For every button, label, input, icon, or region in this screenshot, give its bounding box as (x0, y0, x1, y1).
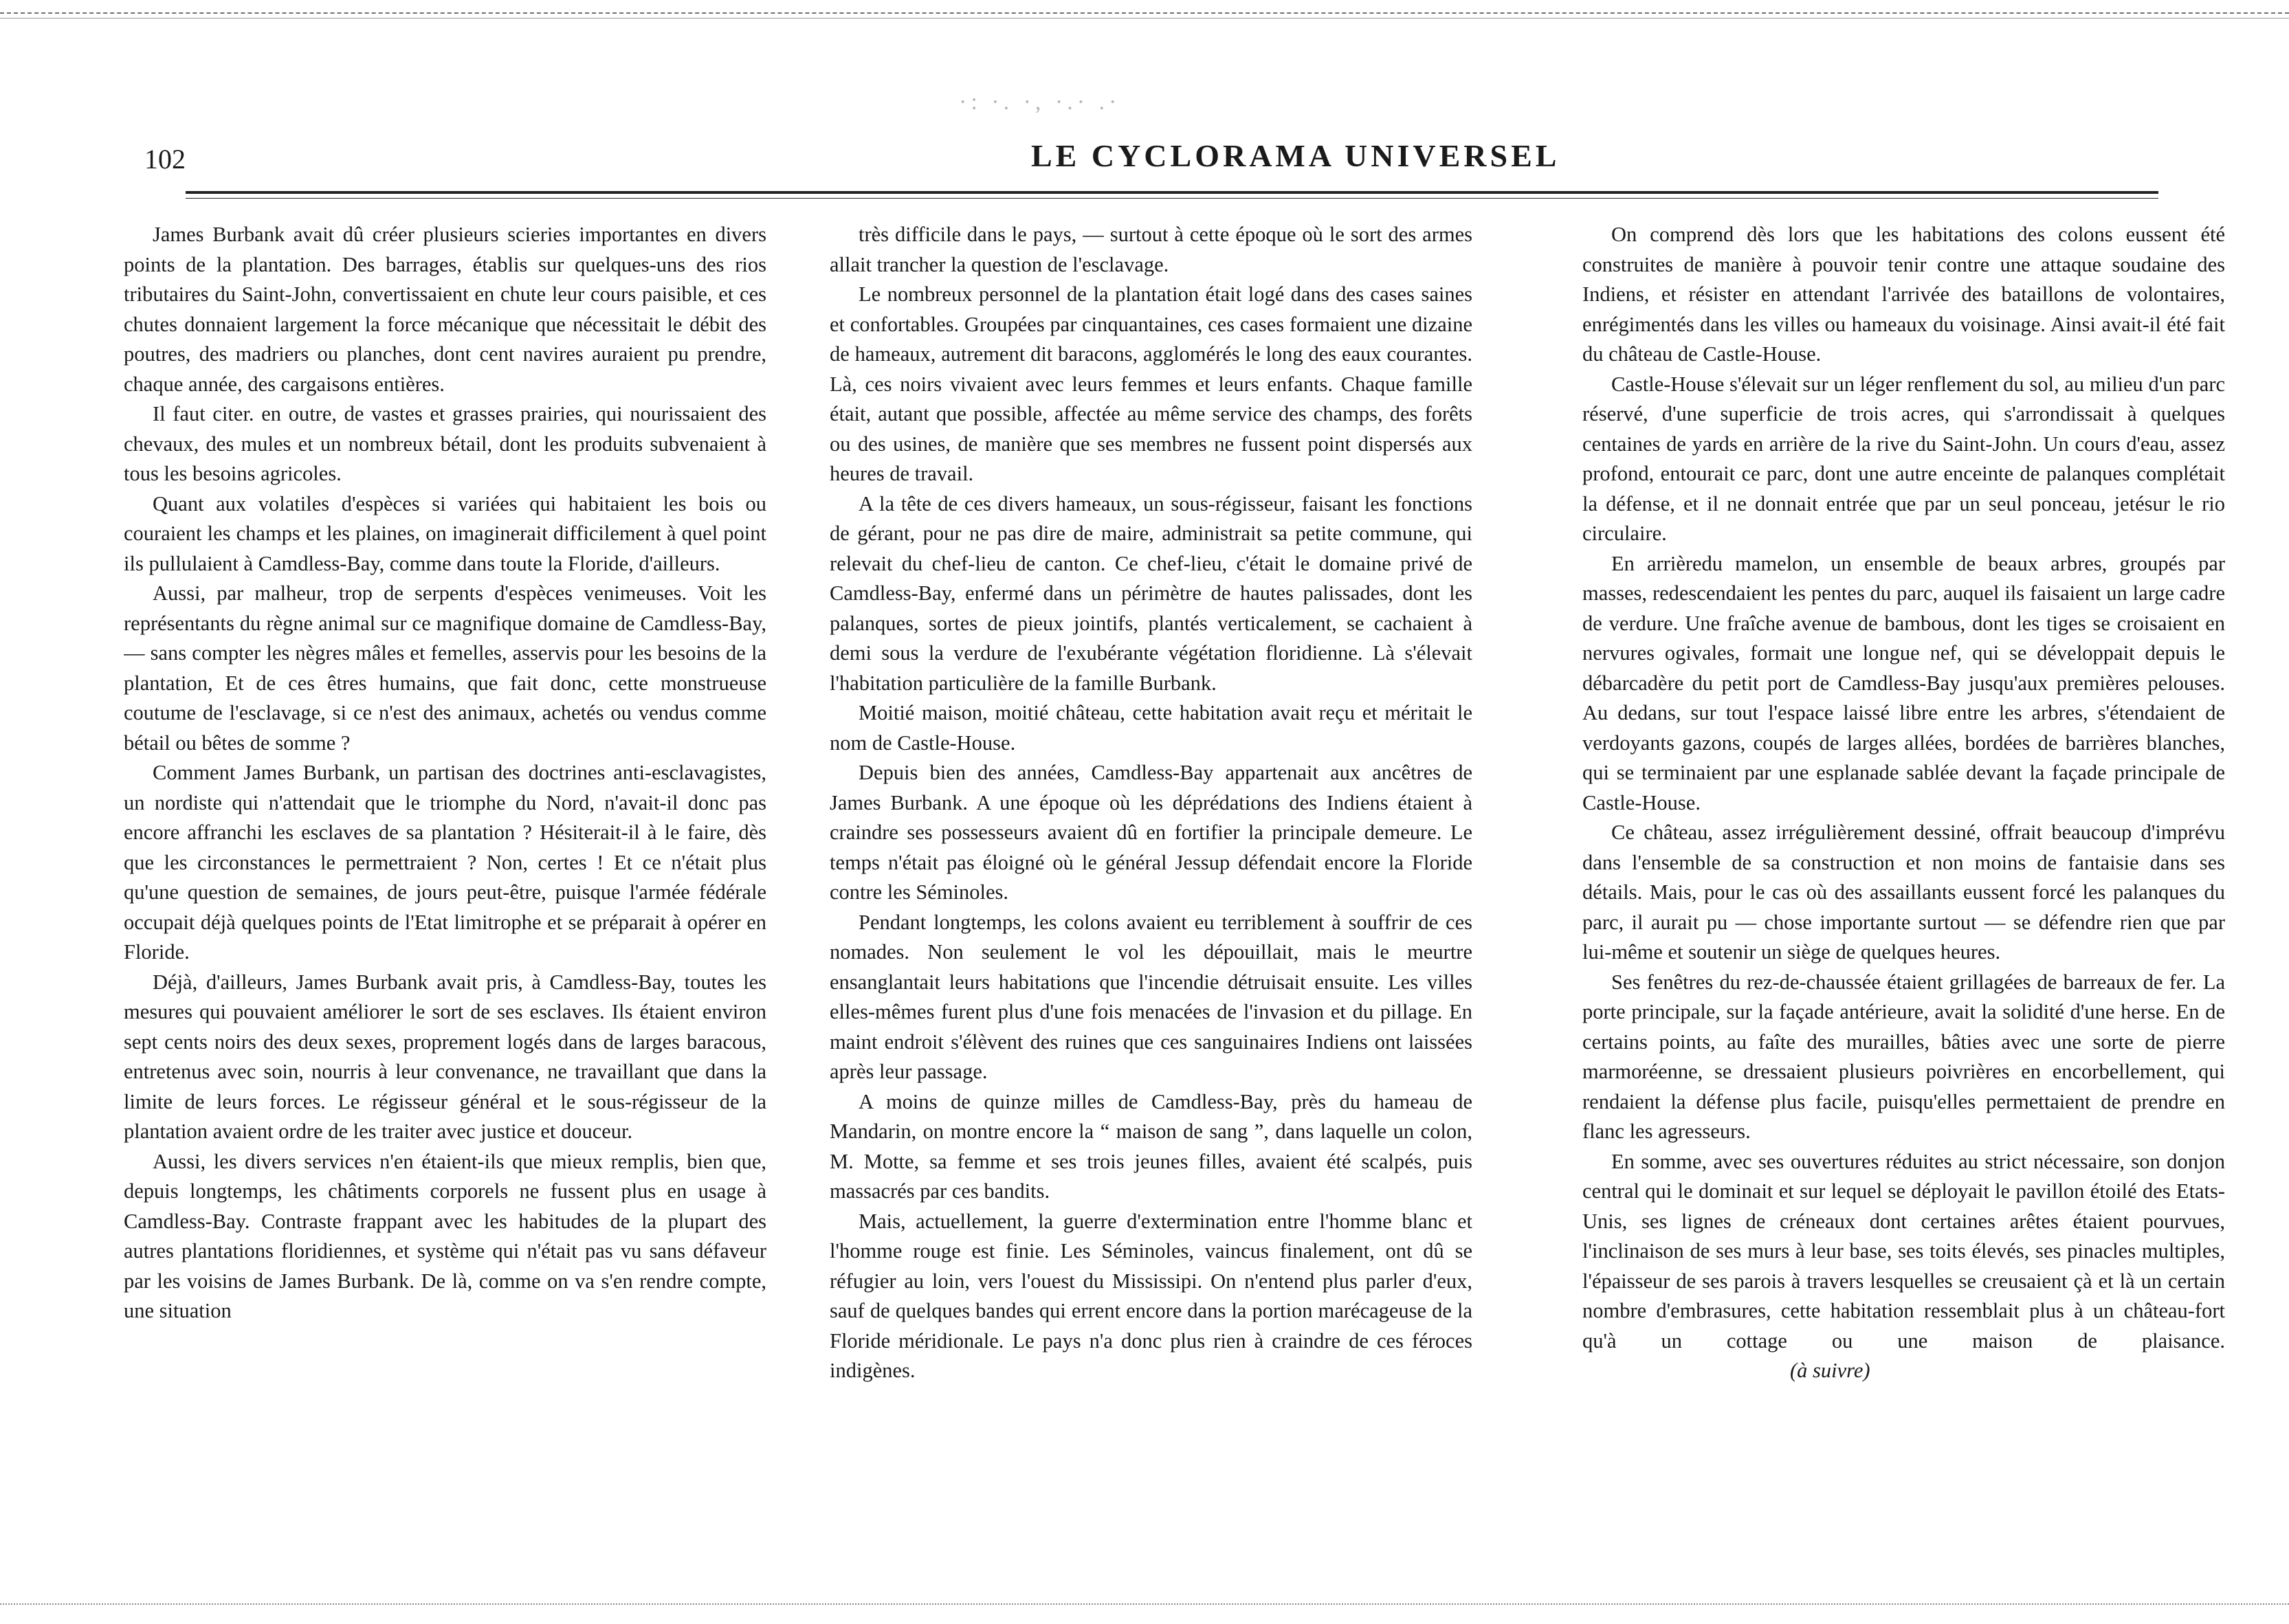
top-scan-rule (0, 12, 2289, 14)
paragraph: Mais, actuellement, la guerre d'extermination entre l'homme blanc et l'homme rouge est finie. Les Séminoles, vaincus finalement, ont dû se réfugier au loin, vers l'ouest du Mississipi. On n'entend plus parler d'eux, sauf de quelques bandes qui errent encore dans la portion marécageuse de la Floride méridionale. Le pays n'a donc plus rien à craindre de ces féroces indigènes. (830, 1209, 1472, 1382)
text-columns (124, 220, 2241, 1512)
paragraph-text: En somme, avec ses ouvertures réduites au strict nécessaire, son donjon central qui le dominait et sur lequel se déployait le pavillon étoilé des Etats-Unis, ses lignes de créneaux dont certaines arêtes étaient pourvues, l'inclinaison de ses murs à leur base, ses toits élevés, ses pinacles multiples, l'épaisseur de ses parois à travers lesquelles se creusaient çà et là un certain nombre d'embrasures, cette habitation ressemblait plus à un château-fort qu'à un cottage ou une maison de plaisance. (1582, 1149, 2225, 1353)
paragraph: A moins de quinze milles de Camdless-Bay, près du hameau de Mandarin, on montre encore la “ maison de sang ”, dans laquelle un colon, M. Motte, sa femme et ses trois jeunes filles, avaient été scalpés, puis massacrés par ces bandits. (830, 1089, 1472, 1203)
paragraph: Ses fenêtres du rez-de-chaussée étaient grillagées de barreaux de fer. La porte principale, sur la façade antérieure, avait la solidité d'une herse. En de certains points, au faîte des murailles, bâties avec une sorte de pierre marmoréenne, se dressaient plusieurs poivrières en encorbellement, qui rendaient la défense plus facile, puisqu'elles permettaient de prendre en flanc les agresseurs. (1582, 970, 2225, 1143)
paragraph: Aussi, les divers services n'en étaient-ils que mieux remplis, bien que, depuis longtemps, les châtiments corporels ne fussent plus en usage à Camdless-Bay. Contraste frappant avec les habitudes de la plupart des autres plantations floridiennes, et système qui n'était pas vu sans défaveur par les voisins de James Burbank. De là, comme on va s'en rendre compte, une situation (124, 1149, 766, 1322)
header-rule-thick (186, 191, 2158, 194)
paragraph: Aussi, par malheur, trop de serpents d'espèces venimeuses. Voit les représentants du règne animal sur ce magnifique domaine de Camdless-Bay, — sans compter les nègres mâles et femelles, asservis pour les besoins de la plantation, Et de ces êtres humains, que fait donc, cette monstrueuse coutume de l'esclavage, si ce n'est des animaux, achetés ou vendus comme bétail ou bêtes de somme ? (124, 581, 766, 755)
bottom-scan-rule (0, 1603, 2289, 1605)
page-number: 102 (144, 144, 186, 175)
paragraph-last (1582, 1147, 2225, 1386)
paragraph: Pendant longtemps, les colons avaient eu terriblement à souffrir de ces nomades. Non seulement le vol les dépouillait, mais le meurtre ensanglantait leurs habitations que l'incendie détruisait ensuite. Les villes elles-mêmes furent plus d'une fois menacées de l'invasion et du pillage. En maint endroit s'élèvent des ruines que ces sanguinaires Indiens ont laissées après leur passage. (830, 910, 1472, 1083)
column-1 (124, 220, 766, 1512)
page-header (144, 137, 2145, 186)
paragraph: Ce château, assez irrégulièrement dessiné, offrait beaucoup d'imprévu dans l'ensemble de sa construction et non moins de fantaisie dans ses détails. Mais, pour le cas où des assaillants eussent forcé les palanques du parc, il aurait pu — chose importante surtout — se défendre rien que par lui-même et soutenir un siège de quelques heures. (1582, 821, 2225, 964)
top-scan-rule-thin (0, 18, 2289, 19)
paragraph: Castle-House s'élevait sur un léger renflement du sol, au milieu d'un parc réservé, d'une superficie de trois acres, qui s'arrondissait à quelques centaines de yards en arrière de la rive du Saint-John. Un cours d'eau, assez profond, entourait ce parc, dont une autre enceinte de palanques complétait la défense, et il ne donnait entrée que par un seul ponceau, jetésur le rio circulaire. (1582, 372, 2225, 545)
paragraph: Il faut citer. en outre, de vastes et grasses prairies, qui nourissaient des chevaux, des mules et un nombreux bétail, dont les produits subvenaient à tous les besoins agricoles. (124, 402, 766, 485)
paragraph: On comprend dès lors que les habitations des colons eussent été construites de manière à pouvoir tenir contre une attaque soudaine des Indiens, et résister en attendant l'arrivée des bataillons de volontaires, enrégimentés dans les villes ou hameaux du voisinage. Ainsi avait-il été fait du château de Castle-House. (1582, 223, 2225, 366)
column-3 (1582, 220, 2225, 1512)
paragraph: En arrièredu mamelon, un ensemble de beaux arbres, groupés par masses, redescendaient les pentes du parc, auquel ils faisaient un large cadre de verdure. Une fraîche avenue de bambous, dont les tiges se croisaient en nervures ogivales, formait une longue nef, qui se développait depuis le débarcadère du petit port de Camdless-Bay jusqu'aux premières pelouses. Au dedans, sur tout l'espace laissé libre entre les arbres, s'étendaient de verdoyants gazons, coupés de larges allées, bordées de barrières blanches, qui se terminaient par une esplanade sablée devant la façade principale de Castle-House. (1582, 551, 2225, 814)
column-2 (830, 220, 1472, 1512)
paragraph: James Burbank avait dû créer plusieurs scieries importantes en divers points de la plantation. Des barrages, établis sur quelques-uns des rios tributaires du Saint-John, convertissaient en chute leur cours paisible, et ces chutes donnaient largement la force mécanique que nécessitait le débit des poutres, des madriers ou planches, dont cent navires auraient pu prendre, chaque année, des cargaisons entières. (124, 223, 766, 396)
running-title: LE CYCLORAMA UNIVERSEL (1031, 138, 1560, 173)
print-specks: ·: ·. ·, ·.· .· (959, 89, 1121, 115)
continued-note: (à suivre) (1790, 1359, 1870, 1382)
paragraph: Le nombreux personnel de la plantation était logé dans des cases saines et confortables. Groupées par cinquantaines, ces cases formaient une dizaine de hameaux, autrement dit baracons, agglomérés le long des eaux courantes. Là, ces noirs vivaient avec leurs femmes et leurs enfants. Chaque famille était, autant que possible, affectée au même service des champs, des forêts ou des usines, de manière que ses membres ne fussent point dispersés aux heures de travail. (830, 282, 1472, 485)
paragraph: A la tête de ces divers hameaux, un sous-régisseur, faisant les fonctions de gérant, pour ne pas dire de maire, administrait sa petite commune, qui relevait du chef-lieu de canton. Ce chef-lieu, c'était le domaine privé de Camdless-Bay, enfermé dans un périmètre de hautes palissades, dont les palanques, sortes de pieux jointifs, plantés verticalement, se cachaient à demi sous la verdure de l'exubérante végétation floridienne. Là s'élevait l'habitation particulière de la famille Burbank. (830, 491, 1472, 695)
paragraph: Quant aux volatiles d'espèces si variées qui habitaient les bois ou couraient les champs et les plaines, on imaginerait difficilement à quel point ils pullulaient à Camdless-Bay, comme dans toute la Floride, d'ailleurs. (124, 491, 766, 575)
paragraph: Déjà, d'ailleurs, James Burbank avait pris, à Camdless-Bay, toutes les mesures qui pouvaient améliorer le sort de ses esclaves. Ils étaient environ sept cents noirs des deux sexes, proprement logés dans de larges baracous, entretenus avec soin, nourris à leur convenance, ne travaillant que dans la limite de leurs forces. Le régisseur général et le sous-régisseur de la plantation avaient ordre de les traiter avec justice et douceur. (124, 970, 766, 1143)
paragraph: Moitié maison, moitié château, cette habitation avait reçu et méritait le nom de Castle-House. (830, 701, 1472, 755)
paragraph: Depuis bien des années, Camdless-Bay appartenait aux ancêtres de James Burbank. A une époque où les déprédations des Indiens étaient à craindre ses possesseurs avaient dû en fortifier la principale demeure. Le temps n'était pas éloigné où le général Jessup défendait encore la Floride contre les Séminoles. (830, 761, 1472, 904)
header-rule-thin (186, 198, 2158, 199)
paragraph: Comment James Burbank, un partisan des doctrines anti-esclavagistes, un nordiste qui n'attendait que le triomphe du Nord, n'avait-il donc pas encore affranchi les esclaves de sa plantation ? Hésiterait-il à le faire, dès que les circonstances le permettraient ? Non, certes ! Et ce n'était plus qu'une question de semaines, de jours peut-être, puisque l'armée fédérale occupait déjà quelques points de l'Etat limitrophe et se préparait à opérer en Floride. (124, 761, 766, 964)
paragraph: très difficile dans le pays, — surtout à cette époque où le sort des armes allait trancher la question de l'esclavage. (830, 223, 1472, 276)
